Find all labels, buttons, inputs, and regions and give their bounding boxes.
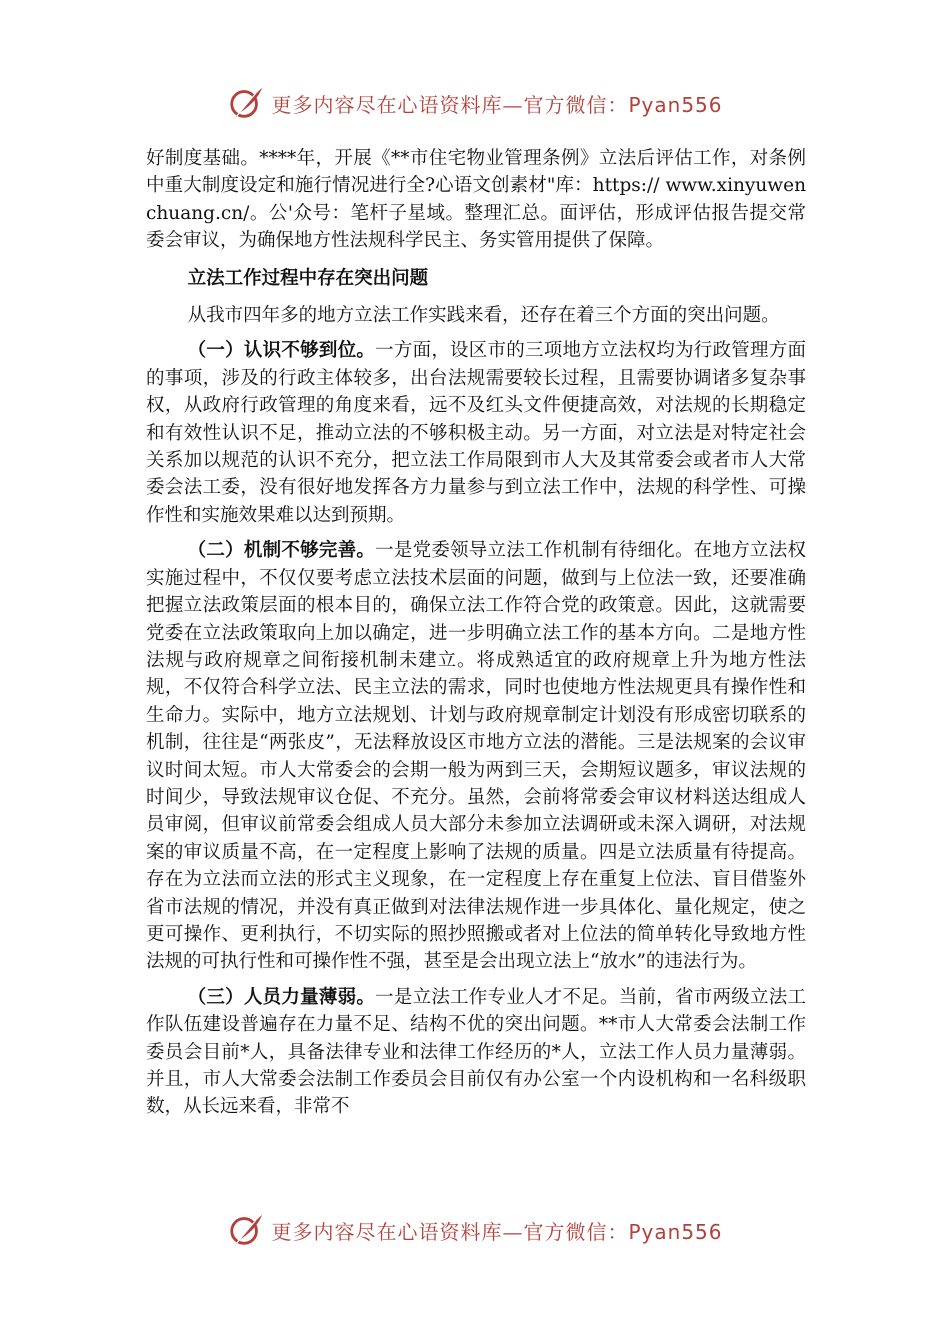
watermark-text: 更多内容尽在心语资料库—官方微信：Pyan556 [271, 92, 723, 117]
footer-watermark [0, 1208, 950, 1252]
summary-paragraph: 从我市四年多的地方立法工作实践来看，还存在着三个方面的突出问题。 [187, 305, 780, 327]
watermark-text: 更多内容尽在心语资料库—官方微信：Pyan556 [271, 1219, 723, 1244]
quill-logo-icon [227, 84, 265, 122]
section-1-body: 一方面，设区市的三项地方立法权均为行政管理方面的事项，涉及的行政主体较多，出台法规需要较长过程，且需要协调诸多复杂事权，从政府行政管理的角度来看，远不及红头文件便捷高效，对法规的长期稳定和有效性认识不足，推动立法的不够积极主动。另一方面，对立法是对特定社会关系加以规范的认识不充分，把立法工作局限到市人大及其常委会或者市人大常委会法工委，没有很好地发挥各方力量参与到立法工作中，法规的科学性、可操作性和实施效果难以达到预期。 [146, 340, 806, 526]
section-2-body: 一是党委领导立法工作机制有待细化。在地方立法权实施过程中，不仅仅要考虑立法技术层面的问题，做到与上位法一致，还要准确把握立法政策层面的根本目的，确保立法工作符合党的政策意。因此，这就需要党委在立法政策取向上加以确定，进一步明确立法工作的基本方向。二是地方性法规与政府规章之间衔接机制未建立。将成熟适宜的政府规章上升为地方性法规，不仅符合科学立法、民主立法的需求，同时也使地方性法规更具有操作性和生命力。实际中，地方立法规划、计划与政府规章制定计划没有形成密切联系的机制，往往是“两张皮”，无法释放设区市地方立法的潜能。三是法规案的会议审议时间太短。市人大常委会的会期一般为两到三天，会期短议题多，审议法规的时间少，导致法规审议仓促、不充分。虽然，会前将常委会审议材料送达组成人员审阅，但审议前常委会组成人员大部分未参加立法调研或未深入调研，对法规案的审议质量不高，在一定程度上影响了法规的质量。四是立法质量有待提高。存在为立法而立法的形式主义现象，在一定程度上存在重复上位法、盲目借鉴外省市法规的情况，并没有真正做到对法律法规作进一步具体化、量化规定，使之更可操作、更利执行，不切实际的照抄照搬或者对上位法的简单转化导致地方性法规的可执行性和可操作性不强，甚至是会出现立法上“放水”的违法行为。 [146, 540, 806, 973]
header-watermark [0, 81, 950, 125]
section-3-lead: （三）人员力量薄弱。 [187, 986, 376, 1008]
section-3-body: 一是立法工作专业人才不足。当前，省市两级立法工作队伍建设普遍存在力量不足、结构不优的突出问题。**市人大常委会法制工作委员会目前*人，具备法律专业和法律工作经历的*人，立法工作人员力量薄弱。并且，市人大常委会法制工作委员会目前仅有办公室一个内设机构和一名科级职数，从长远来看，非常不 [146, 986, 806, 1118]
section-heading: 立法工作过程中存在突出问题 [187, 267, 429, 289]
document-body [146, 145, 806, 1129]
section-2-lead: （二）机制不够完善。 [187, 540, 376, 562]
section-2-paragraph [146, 537, 806, 976]
section-3-paragraph [146, 984, 806, 1121]
quill-logo-icon [227, 1211, 265, 1249]
intro-paragraph: 好制度基础。****年，开展《**市住宅物业管理条例》立法后评估工作，对条例中重大制度设定和施行情况进行全?心语文创素材"库：https:// www.xinyuwenchuang.cn/。公'众号：笔杆子星域。整理汇总。面评估，形成评估报告提交常委会审议，为确保地方性法规科学民主、务实管用提供了保障。 [146, 148, 806, 252]
section-1-lead: （一）认识不够到位。 [187, 340, 376, 362]
section-1-paragraph [146, 337, 806, 529]
